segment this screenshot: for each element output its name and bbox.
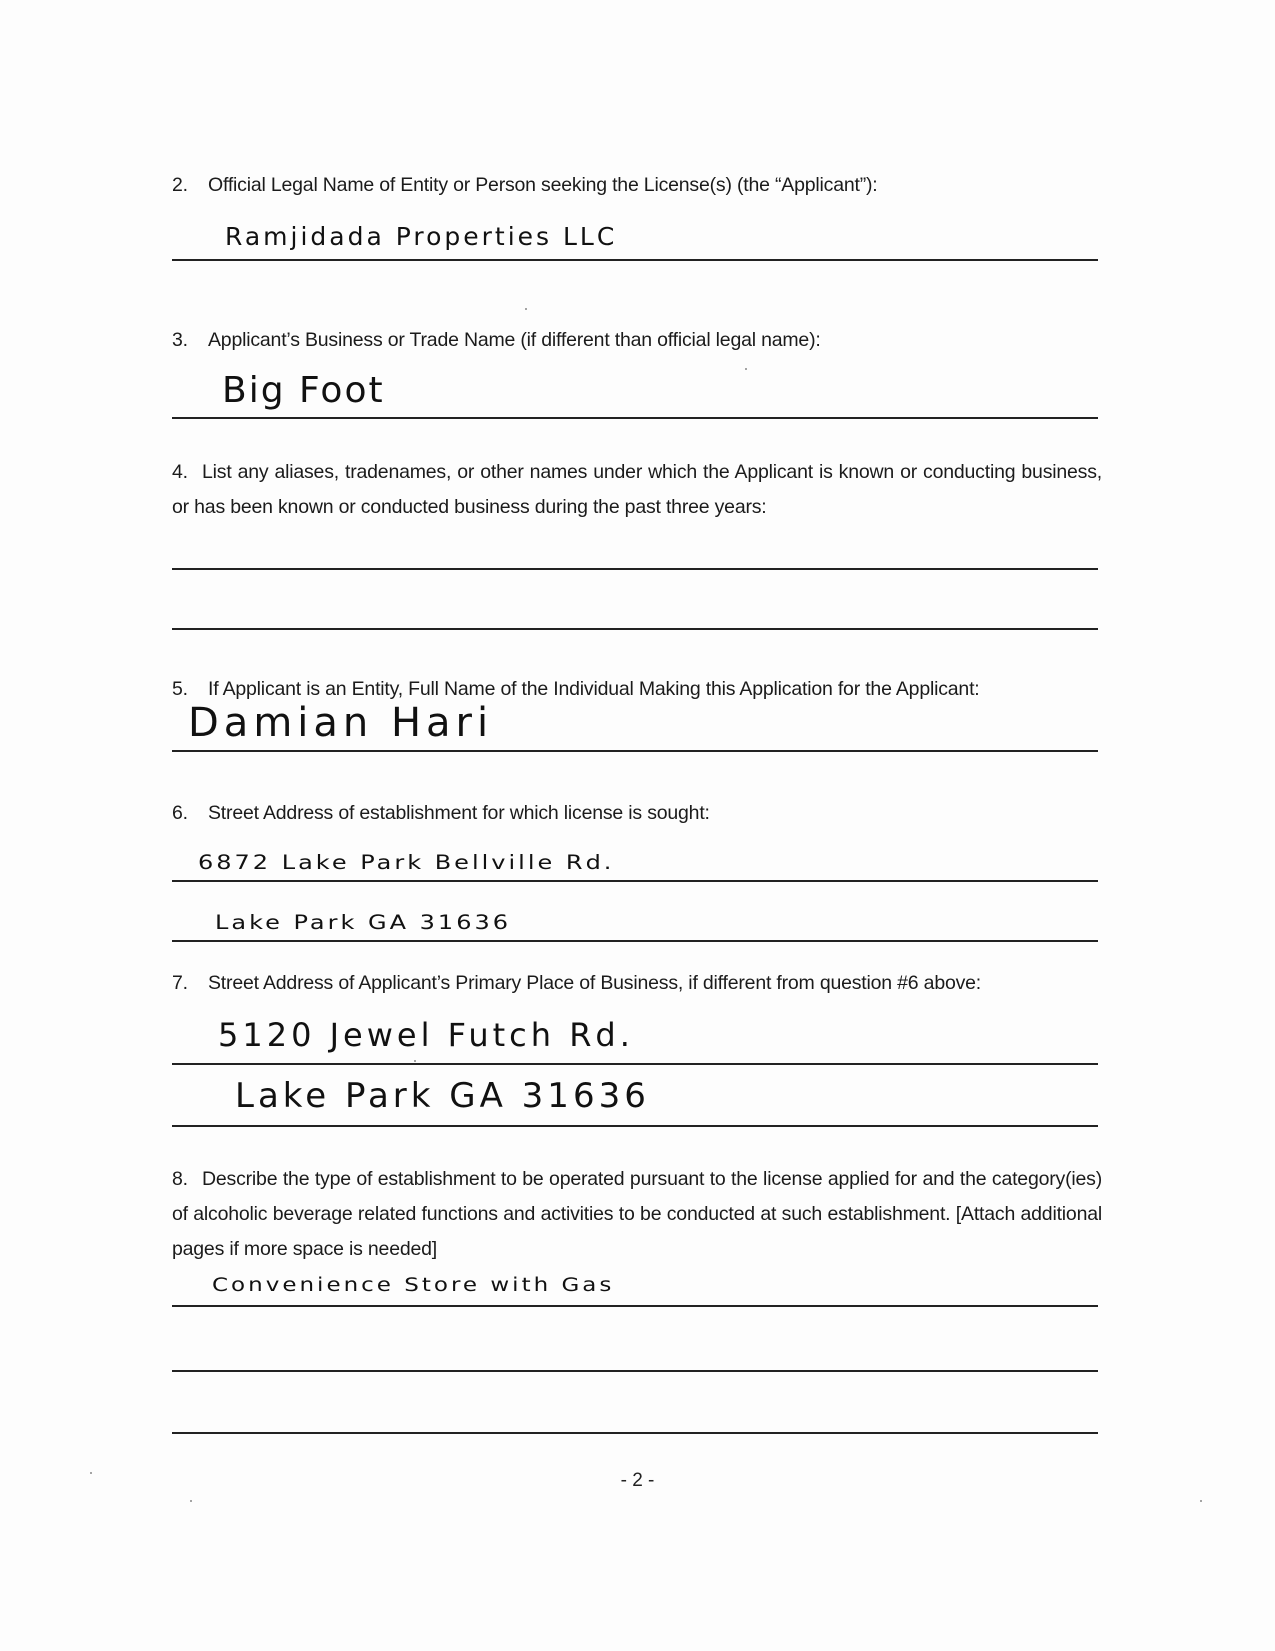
question-6 (172, 796, 1102, 831)
answer-line-extra-1[interactable] (172, 1370, 1098, 1372)
question-label: If Applicant is an Entity, Full Name of the Individual Making this Application for the Applicant: (208, 678, 980, 700)
scan-speck (745, 368, 747, 370)
answer-line (172, 259, 1098, 261)
answer-establishment-type[interactable]: Convenience Store with Gas (212, 1275, 615, 1296)
question-3 (172, 323, 1102, 358)
question-number: 5. (172, 678, 188, 700)
question-2 (172, 168, 1102, 203)
answer-individual-name[interactable]: Damian Hari (188, 700, 494, 746)
answer-primary-street[interactable]: 5120 Jewel Futch Rd. (218, 1016, 634, 1054)
answer-line-alias-2[interactable] (172, 628, 1098, 630)
question-7 (172, 966, 1102, 1001)
question-number: 2. (172, 174, 188, 196)
question-number: 6. (172, 802, 188, 824)
answer-line (172, 417, 1098, 419)
question-label: Applicant’s Business or Trade Name (if different than official legal name): (208, 329, 821, 351)
answer-primary-city[interactable]: Lake Park GA 31636 (235, 1076, 650, 1116)
answer-establishment-street[interactable]: 6872 Lake Park Bellville Rd. (198, 851, 615, 874)
answer-line (172, 1063, 1098, 1065)
answer-line-extra-2[interactable] (172, 1432, 1098, 1434)
question-number: 4. (172, 461, 188, 483)
answer-trade-name[interactable]: Big Foot (222, 370, 385, 411)
question-8 (172, 1162, 1102, 1267)
question-label: List any aliases, tradenames, or other names under which the Applicant is known or conducting business, or has been known or conducted business during the past three years: (172, 461, 1102, 518)
answer-line (172, 1125, 1098, 1127)
scan-speck (525, 308, 527, 310)
page-number: - 2 - (620, 1470, 655, 1491)
question-number: 3. (172, 329, 188, 351)
answer-line (172, 940, 1098, 942)
answer-line (172, 750, 1098, 752)
question-label: Street Address of establishment for which license is sought: (208, 802, 710, 824)
scan-speck (90, 1472, 92, 1474)
answer-establishment-city[interactable]: Lake Park GA 31636 (215, 911, 512, 934)
question-number: 8. (172, 1168, 188, 1190)
question-label: Official Legal Name of Entity or Person seeking the License(s) (the “Applicant”): (208, 174, 878, 196)
scan-speck (190, 1500, 192, 1502)
scan-speck (1200, 1500, 1202, 1502)
question-label: Street Address of Applicant’s Primary Place of Business, if different from question #6 above: (208, 972, 982, 994)
answer-line (172, 1305, 1098, 1307)
answer-legal-name[interactable]: Ramjidada Properties LLC (225, 222, 618, 251)
question-number: 7. (172, 972, 188, 994)
question-4 (172, 455, 1102, 525)
question-label: Describe the type of establishment to be operated pursuant to the license applied for and the category(ies) of alcoholic beverage related functions and activities to be conducted at such establishment. [Attach additional pages if more space is needed] (172, 1168, 1102, 1260)
answer-line-alias-1[interactable] (172, 568, 1098, 570)
answer-line (172, 880, 1098, 882)
scan-speck (414, 1060, 416, 1062)
